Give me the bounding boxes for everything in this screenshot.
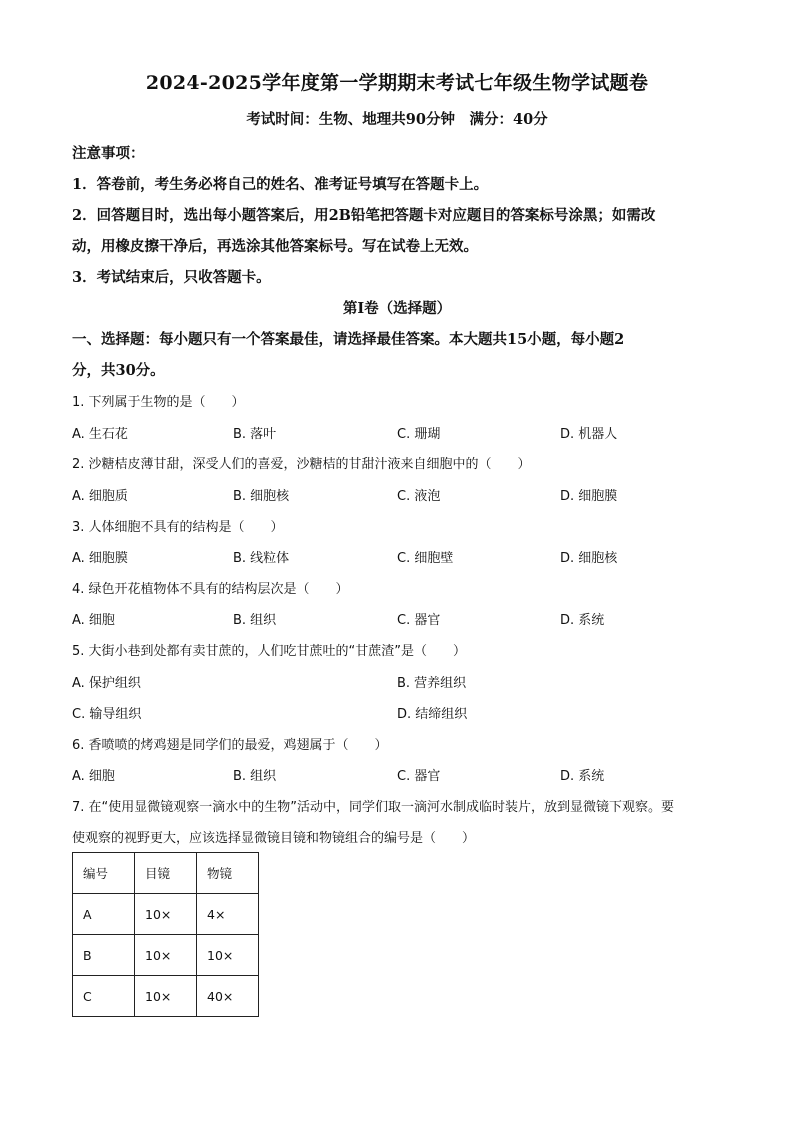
question-3-option-c: C. 细胞壁 [397, 551, 454, 566]
question-4-option-d: D. 系统 [560, 613, 605, 628]
question-1-stem: 1. 下列属于生物的是（ ） [72, 395, 245, 410]
table-cell: 10× [135, 935, 197, 976]
section-title: 第Ⅰ卷（选择题） [342, 300, 452, 317]
notice-heading: 注意事项： [72, 145, 145, 162]
question-7-stem-line-1: 7. 在“使用显微镜观察一滴水中的生物”活动中，同学们取一滴河水制成临时装片，放到显微镜下观察。要 [72, 800, 675, 815]
notice-item-1: 1．答卷前，考生务必将自己的姓名、准考证号填写在答题卡上。 [72, 176, 489, 193]
question-6-option-a: A. 细胞 [72, 769, 115, 784]
question-6-option-c: C. 器官 [397, 769, 441, 784]
question-2-option-c: C. 液泡 [397, 489, 441, 504]
table-cell: 10× [197, 935, 259, 976]
question-4-stem: 4. 绿色开花植物体不具有的结构层次是（ ） [72, 582, 349, 597]
question-2-option-d: D. 细胞膜 [560, 489, 618, 504]
table-cell: B [73, 935, 135, 976]
table-row [73, 894, 259, 935]
question-3-option-a: A. 细胞膜 [72, 551, 128, 566]
question-1-option-c: C. 珊瑚 [397, 427, 441, 442]
question-5-option-a: A. 保护组织 [72, 676, 141, 691]
question-2-stem: 2. 沙糖桔皮薄甘甜，深受人们的喜爱，沙糖桔的甘甜汁液来自细胞中的（ ） [72, 457, 531, 472]
question-3-option-d: D. 细胞核 [560, 551, 618, 566]
table-header-cell: 编号 [73, 853, 135, 894]
table-cell: 10× [135, 976, 197, 1017]
question-1-option-b: B. 落叶 [233, 427, 277, 442]
section-instruction-line-2: 分，共30分。 [72, 362, 165, 379]
table-cell: C [73, 976, 135, 1017]
question-5-option-c: C. 输导组织 [72, 707, 142, 722]
question-4-option-a: A. 细胞 [72, 613, 115, 628]
table-header-row [73, 853, 259, 894]
notice-item-2-line-1: 2．回答题目时，选出每小题答案后，用2B铅笔把答题卡对应题目的答案标号涂黑；如需改 [72, 207, 656, 224]
question-6-option-b: B. 组织 [233, 769, 277, 784]
table-header-cell: 目镜 [135, 853, 197, 894]
question-5-option-d: D. 结缔组织 [397, 707, 468, 722]
question-1-option-d: D. 机器人 [560, 427, 618, 442]
question-3-option-b: B. 线粒体 [233, 551, 290, 566]
question-4-option-c: C. 器官 [397, 613, 441, 628]
notice-item-2-line-2: 动，用橡皮擦干净后，再选涂其他答案标号。写在试卷上无效。 [72, 238, 478, 255]
question-6-stem: 6. 香喷喷的烤鸡翅是同学们的最爱，鸡翅属于（ ） [72, 738, 388, 753]
table-header-cell: 物镜 [197, 853, 259, 894]
question-2-option-a: A. 细胞质 [72, 489, 128, 504]
question-4-option-b: B. 组织 [233, 613, 277, 628]
question-1-option-a: A. 生石花 [72, 427, 128, 442]
lens-table [72, 852, 259, 1017]
question-7-stem-line-2: 使观察的视野更大，应该选择显微镜目镜和物镜组合的编号是（ ） [72, 831, 476, 846]
table-cell: 4× [197, 894, 259, 935]
exam-title: 2024-2025学年度第一学期期末考试七年级生物学试题卷 [145, 72, 649, 94]
question-5-option-b: B. 营养组织 [397, 676, 467, 691]
question-5-stem: 5. 大街小巷到处都有卖甘蔗的，人们吃甘蔗吐的“甘蔗渣”是（ ） [72, 644, 467, 659]
question-6-option-d: D. 系统 [560, 769, 605, 784]
table-row [73, 976, 259, 1017]
table-cell: 10× [135, 894, 197, 935]
table-row [73, 935, 259, 976]
question-2-option-b: B. 细胞核 [233, 489, 290, 504]
section-instruction-line-1: 一、选择题：每小题只有一个答案最佳，请选择最佳答案。本大题共15小题，每小题2 [72, 331, 625, 348]
table-cell: A [73, 894, 135, 935]
table-cell: 40× [197, 976, 259, 1017]
exam-subtitle: 考试时间：生物、地理共90分钟 满分：40分 [246, 111, 548, 128]
notice-item-3: 3．考试结束后，只收答题卡。 [72, 269, 271, 286]
question-3-stem: 3. 人体细胞不具有的结构是（ ） [72, 520, 284, 535]
